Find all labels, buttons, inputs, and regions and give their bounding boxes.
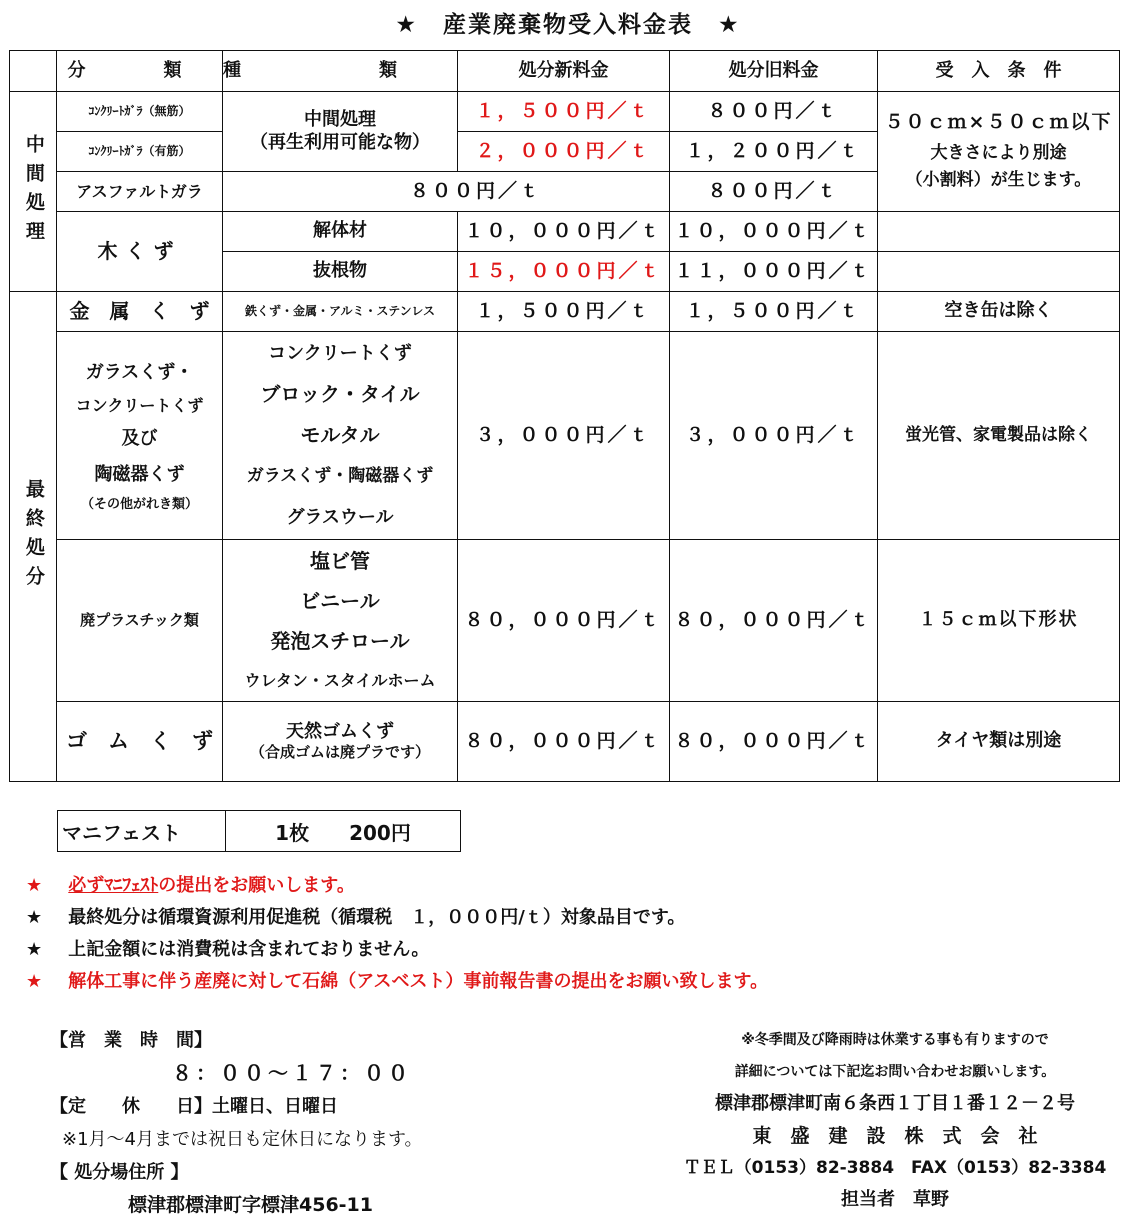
header-conditions: 受 入 条 件 (878, 51, 1120, 92)
price-table (9, 50, 1120, 782)
type-plastic (223, 540, 458, 702)
corner-cell (10, 51, 57, 92)
cat-wood: 木くず (57, 212, 223, 292)
table-row (10, 540, 1120, 702)
cond-empty (878, 212, 1120, 252)
note-4 (26, 966, 768, 998)
type-plastic-4: ウレタン・スタイルホーム (244, 670, 436, 690)
old-price-metal: １，５００円／ｔ (670, 292, 878, 332)
cat-glass (57, 332, 223, 540)
company-note2: 詳細については下記迄お問い合わせお願いします。 (734, 1064, 1056, 1080)
new-price-r1: １，５００円／ｔ (458, 92, 670, 132)
note-3 (26, 934, 768, 966)
new-price-glass: ３，０００円／ｔ (458, 332, 670, 540)
section-intermediate: 中間処理 (10, 92, 57, 292)
type-rubber (223, 702, 458, 782)
note-1a: 必ずﾏﾆﾌｪｽﾄ (68, 875, 159, 896)
cond-intermediate (878, 92, 1120, 212)
section-final: 最終処分 (10, 292, 57, 782)
table-row (10, 702, 1120, 782)
company-name: 東 盛 建 設 株 式 会 社 (752, 1125, 1038, 1147)
page-title: ★ 産業廃棄物受入料金表 ★ (395, 12, 741, 38)
old-price-glass: ３，０００円／ｔ (670, 332, 878, 540)
new-price-metal: １，５００円／ｔ (458, 292, 670, 332)
type-glass (223, 332, 458, 540)
old-price-wood-b: １１，０００円／ｔ (670, 252, 878, 292)
site-address: 標津郡標津町字標津456-11 (128, 1194, 373, 1216)
company-tel: ＴＥＬ（0153）82-3884 FAX（0153）82-3384 (683, 1158, 1107, 1178)
type-rubber-2: （合成ゴムは廃プラです） (249, 743, 430, 762)
cat-concrete-rebar: ｺﾝｸﾘｰﾄｶﾞﾗ（有筋） (57, 132, 223, 172)
cat-plastic: 廃プラスチック類 (57, 540, 223, 702)
type-plastic-1: 塩ビ管 (310, 548, 370, 573)
new-price-rubber: ８０，０００円／ｔ (458, 702, 670, 782)
cat-concrete-plain: ｺﾝｸﾘｰﾄｶﾞﾗ（無筋） (57, 92, 223, 132)
header-bunrui: 分 類 (57, 51, 223, 92)
table-row (10, 212, 1120, 252)
cond-line2: 大きさにより別途 (930, 143, 1067, 164)
cat-asphalt: アスファルトガラ (57, 172, 223, 212)
old-price-plastic: ８０，０００円／ｔ (670, 540, 878, 702)
star-icon: ★ (26, 971, 43, 992)
manifest-label: マニフェスト (58, 811, 226, 852)
note-1 (26, 870, 768, 902)
header-shurui: 種 類 (223, 51, 458, 92)
site-label: 【 処分場住所 】 (50, 1162, 189, 1183)
type-glass-1: コンクリートくず (268, 343, 412, 364)
note-1b: の提出をお願いします。 (158, 875, 355, 896)
old-price-r2: １，２００円／ｔ (670, 132, 878, 172)
type-metal: 鉄くず・金属・アルミ・ステンレス (223, 292, 458, 332)
notes (26, 870, 768, 998)
new-price-wood-b: １５，０００円／ｔ (458, 252, 670, 292)
type-rubber-1: 天然ゴムくず (286, 720, 394, 742)
note-2-text: 最終処分は循環資源利用促進税（循環税 １，０００円/ｔ）対象品目です。 (68, 907, 686, 928)
cond-empty (878, 252, 1120, 292)
new-price-plastic: ８０，０００円／ｔ (458, 540, 670, 702)
new-price-wood-a: １０，０００円／ｔ (458, 212, 670, 252)
type-glass-4: ガラスくず・陶磁器くず (246, 466, 434, 486)
cond-rubber: タイヤ類は別途 (878, 702, 1120, 782)
type-intermediate (223, 92, 458, 172)
cond-plastic: １５ｃｍ以下形状 (878, 540, 1120, 702)
cond-line3: （小割料）が生じます。 (905, 170, 1092, 191)
hours-label: 【営 業 時 間】 (50, 1030, 212, 1051)
manifest-table (57, 810, 461, 852)
cond-line1: ５０ｃｍ×５０ｃｍ以下 (884, 111, 1113, 134)
type-glass-3: モルタル (300, 423, 380, 447)
new-price-r3: ８００円／ｔ (223, 172, 670, 212)
old-price-wood-a: １０，０００円／ｔ (670, 212, 878, 252)
old-price-rubber: ８０，０００円／ｔ (670, 702, 878, 782)
cat-rubber: ゴ ム く ず (57, 702, 223, 782)
note-4-text: 解体工事に伴う産廃に対して石綿（アスベスト）事前報告書の提出をお願い致します。 (68, 971, 769, 992)
cond-metal: 空き缶は除く (878, 292, 1120, 332)
cat-metal: 金 属 く ず (57, 292, 223, 332)
header-old-price: 処分旧料金 (670, 51, 878, 92)
table-row (10, 92, 1120, 132)
old-price-r3: ８００円／ｔ (670, 172, 878, 212)
type-glass-5: グラスウール (286, 507, 394, 528)
note-3-text: 上記金額には消費税は含まれておりません。 (68, 939, 430, 960)
star-icon: ★ (26, 939, 43, 960)
table-row (10, 292, 1120, 332)
type-intermediate-line2: （再生利用可能な物） (250, 131, 430, 153)
type-plastic-3: 発泡スチロール (270, 628, 410, 653)
cat-glass-line1: ガラスくず・ (85, 361, 194, 383)
cat-glass-line3: 及び (121, 427, 158, 449)
manifest-value: 1枚 200円 (226, 811, 461, 852)
holiday-note: ※1月～4月までは祝日も定休日になります。 (62, 1129, 423, 1150)
cat-glass-line2: コンクリートくず (75, 395, 204, 415)
hours-time: ８：００～１７：００ (172, 1061, 412, 1085)
company-contact: 担当者 草野 (841, 1189, 949, 1210)
company-address: 標津郡標津町南６条西１丁目１番１２－２号 (715, 1093, 1075, 1114)
cat-glass-line5: （その他がれき類） (80, 496, 198, 512)
holiday: 【定 休 日】土曜日、日曜日 (50, 1096, 338, 1117)
cond-glass: 蛍光管、家電製品は除く (878, 332, 1120, 540)
star-icon: ★ (26, 907, 43, 928)
type-wood-roots: 抜根物 (223, 252, 458, 292)
table-header-row (10, 51, 1120, 92)
type-glass-2: ブロック・タイル (260, 382, 420, 406)
table-row (10, 332, 1120, 540)
company-info (660, 1024, 1130, 1216)
type-intermediate-line1: 中間処理 (304, 109, 376, 130)
star-icon: ★ (26, 875, 43, 896)
new-price-r2: ２，０００円／ｔ (458, 132, 670, 172)
cat-glass-line4: 陶磁器くず (94, 463, 185, 485)
business-hours (50, 1024, 423, 1222)
note-2 (26, 902, 768, 934)
company-note1: ※冬季間及び降雨時は休業する事も有りますので (741, 1032, 1049, 1048)
old-price-r1: ８００円／ｔ (670, 92, 878, 132)
header-new-price: 処分新料金 (458, 51, 670, 92)
type-wood-demolition: 解体材 (223, 212, 458, 252)
type-plastic-2: ビニール (300, 588, 380, 613)
